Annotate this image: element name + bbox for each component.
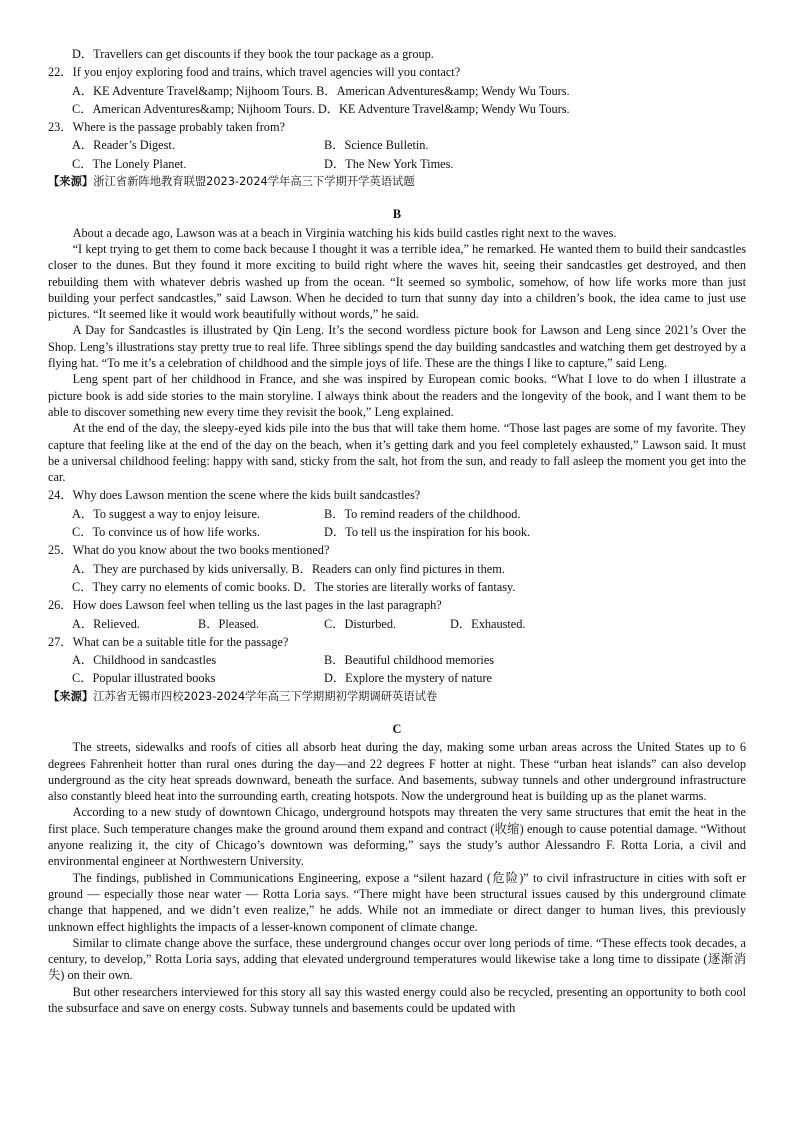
q22-options-ab: A．KE Adventure Travel&amp; Nijhoom Tours. B．American Adventures&amp; Wendy Wu Tours. xyxy=(72,83,570,98)
q23-option-c: C．The Lonely Planet. xyxy=(72,156,187,171)
q26-option-a: A．Relieved. xyxy=(72,616,140,631)
q24-options-row1 xyxy=(48,506,746,522)
passage-b-paragraph: At the end of the day, the sleepy-eyed kids pile into the bus that will take them home. “Those last pages are some of my favorite. They capture that feeling like at the end of the day on the beach, when it’s getting dark and you feel completely exhausted,” Lawson said. It must be a universal childhood feeling: happy with sand, sticky from the salt, hot from the sun, and ready to fall asleep the moment you get into the car. xyxy=(48,421,746,485)
q27-option-b: B．Beautiful childhood memories xyxy=(324,653,495,668)
passage-c-paragraph: The streets, sidewalks and roofs of cities all absorb heat during the day, making some urban areas across the United States up to 6 degrees Fahrenheit hotter than rural ones during the day—and 22 degrees F hotter at night. These “urban heat islands” can also develop underground as the city heat spreads downward, beneath the surface. And basements, subway tunnels and other underground infrastructure also constantly bleed heat into the surrounding earth, creating hotspots. Now the underground heat is building up as the planet warms. xyxy=(48,740,746,804)
passage-b-paragraph: “I kept trying to get them to come back because I thought it was a terrible idea,” he remarked. He wanted them to build their sandcastles closer to the dunes. But they found it more exciting to build right where the waves hit, seeing their sandcastles get destroyed, and then rebuilding them with whatever debris washed up from the ocean. “It seemed so symbolic, somehow, of how life works more than just building your perfect sandcastles,” said Lawson. When he decided to turn that sunny day into a children’s book, the idea came to just use pictures. “It seemed like it would work beautifully without words,” he said. xyxy=(48,241,746,322)
q27-option-d: D．Explore the mystery of nature xyxy=(324,671,493,686)
q24-option-c: C．To convince us of how life works. xyxy=(72,525,261,540)
source-line-1 xyxy=(48,174,746,190)
q26-options xyxy=(48,616,746,632)
q26-stem: 26．How does Lawson feel when telling us the last pages in the last paragraph? xyxy=(48,598,442,613)
q23-option-b: B．Science Bulletin. xyxy=(324,138,429,153)
q25-options-cd: C．They carry no elements of comic books. D．The stories are literally works of fantasy. xyxy=(72,579,516,594)
passage-b-paragraph: A Day for Sandcastles is illustrated by Qin Leng. It’s the second wordless picture book for Lawson and Leng since 2021’s Over the Shop. Leng’s illustrations stay pretty true to real life. Three siblings spend the day building sandcastles and watching them get destroyed by a flying hat. “To me it’s a celebration of childhood and the simple joys of life. These are the things I like to capture,” said Leng. xyxy=(48,323,746,371)
q24-option-b: B．To remind readers of the childhood. xyxy=(324,506,521,521)
passage-c-paragraph: But other researchers interviewed for this story all say this wasted energy could also be recycled, presenting an opportunity to both cool the subsurface and save on energy costs. Subway tunnels and basements could be updated with xyxy=(48,984,746,1016)
q23-options-row2 xyxy=(48,156,746,172)
q23-option-d: D．The New York Times. xyxy=(324,156,454,171)
q24-stem: 24．Why does Lawson mention the scene where the kids built sandcastles? xyxy=(48,488,421,503)
q21-option-d: D．Travellers can get discounts if they book the tour package as a group. xyxy=(72,47,434,61)
q22-stem: 22．If you enjoy exploring food and trains, which travel agencies will you contact? xyxy=(48,65,461,80)
q27-stem: 27．What can be a suitable title for the passage? xyxy=(48,634,289,649)
q23-options-row1 xyxy=(48,137,746,153)
source-bracket: 【来源】 xyxy=(48,689,94,703)
q23-option-a: A．Reader’s Digest. xyxy=(72,138,175,153)
source-bracket: 【来源】 xyxy=(48,175,94,189)
q25-stem: 25．What do you know about the two books mentioned? xyxy=(48,543,330,558)
exam-page xyxy=(48,46,746,1016)
passage-c-paragraph: Similar to climate change above the surface, these underground changes occur over long periods of time. “These effects took decades, a century, to develop,” Rotta Loria says, adding that elevated underground temperatures would likewise take a long time to dissipate (逐渐消失) on their own. xyxy=(48,935,746,983)
q26-option-b: B．Pleased. xyxy=(198,616,260,631)
passage-c-paragraph: According to a new study of downtown Chicago, underground hotspots may threaten the very same structures that emit the heat in the first place. Such temperature changes make the ground around them expand and contract (收缩) enough to cause potential damage. “Without anyone realizing it, the city of Chicago’s downtown was deforming,” says the study’s author Alessandro F. Rotta Loria, a civil and environmental engineer at Northwestern University. xyxy=(48,805,746,869)
section-b-title: B xyxy=(392,207,402,222)
q24-option-d: D．To tell us the inspiration for his book. xyxy=(324,525,531,540)
q26-option-d: D．Exhausted. xyxy=(450,616,526,631)
q27-options-row1 xyxy=(48,652,746,668)
passage-b-paragraph: Leng spent part of her childhood in France, and she was inspired by European comic books. “What I love to do when I illustrate a picture book is add side stories to the main storyline. I always think about the readers and the longevity of the book, and I want them to be able to discover something new every time they revisit the book,” Leng explained. xyxy=(48,372,746,419)
q27-options-row2 xyxy=(48,670,746,686)
passage-b-paragraph: About a decade ago, Lawson was at a beach in Virginia watching his kids build castles right next to the waves. xyxy=(72,225,617,240)
q26-option-c: C．Disturbed. xyxy=(324,616,397,631)
q27-option-a: A．Childhood in sandcastles xyxy=(72,653,217,668)
q24-option-a: A．To suggest a way to enjoy leisure. xyxy=(72,506,260,521)
q27-option-c: C．Popular illustrated books xyxy=(72,671,216,686)
source-line-2 xyxy=(48,689,746,705)
source-text: 江苏省无锡市四校2023-2024学年高三下学期期初学期调研英语试卷 xyxy=(93,689,438,703)
q22-options-cd: C．American Adventures&amp; Nijhoom Tours. D．KE Adventure Travel&amp; Wendy Wu Tours. xyxy=(72,101,570,116)
source-text: 浙江省新阵地教育联盟2023-2024学年高三下学期开学英语试题 xyxy=(93,175,415,189)
passage-c-paragraph: The findings, published in Communications Engineering, expose a “silent hazard (危险)” to civil infrastructure in cities with soft er ground — especially those near water — Rotta Loria says. “There might have been structural issues caused by this underground climate change that happened, and we didn’t even realize,” he adds. While not an immediate or direct danger to human lives, this previously unknown effect highlights the impacts of a lesser-known component of climate change. xyxy=(48,870,746,934)
q24-options-row2 xyxy=(48,524,746,540)
section-c-title: C xyxy=(392,721,402,736)
q25-options-ab: A．They are purchased by kids universally. B．Readers can only find pictures in them. xyxy=(72,561,505,576)
q23-stem: 23．Where is the passage probably taken from? xyxy=(48,120,285,135)
